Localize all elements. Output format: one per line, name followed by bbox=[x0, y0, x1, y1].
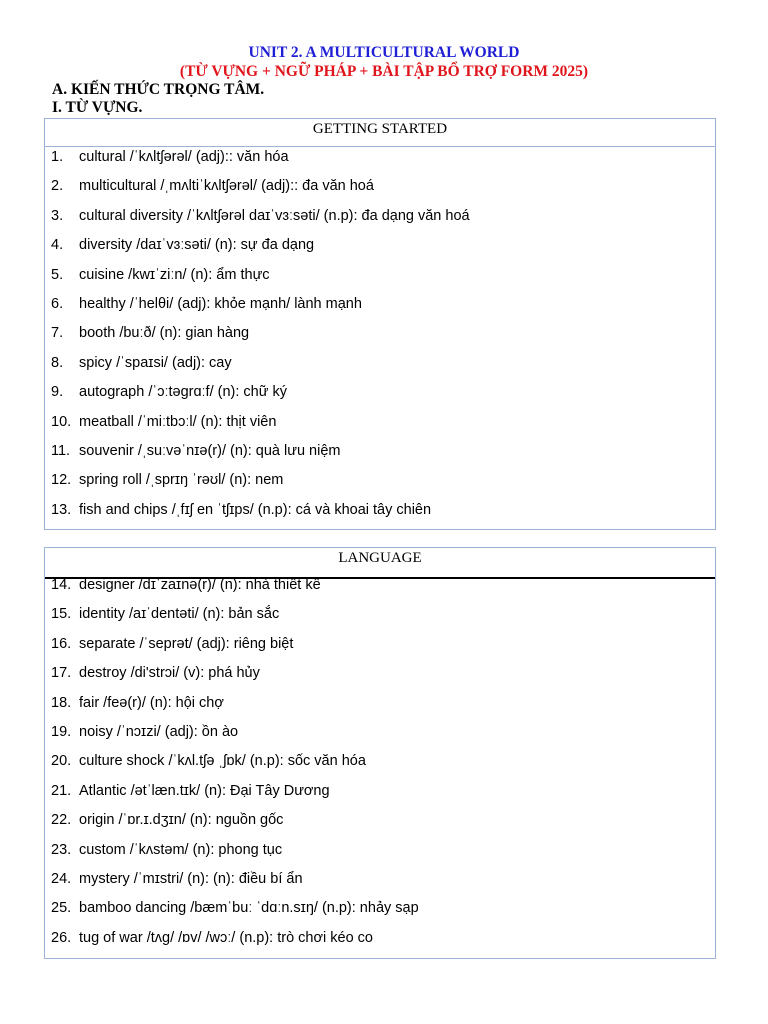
language-list bbox=[45, 576, 715, 958]
vocab-item-text: healthy /ˈhelθi/ (adj): khỏe mạnh/ lành mạnh bbox=[79, 295, 362, 312]
unit-subtitle: (TỪ VỰNG + NGỮ PHÁP + BÀI TẬP BỔ TRỢ FORM 2025) bbox=[179, 63, 589, 80]
vocab-item-number: 4. bbox=[51, 237, 64, 254]
vocab-item bbox=[45, 148, 715, 177]
vocab-item-number: 6. bbox=[51, 295, 64, 312]
vocab-item-number: 22. bbox=[51, 812, 72, 829]
vocab-item bbox=[45, 207, 715, 236]
getting-started-heading: GETTING STARTED bbox=[45, 119, 715, 147]
vocab-item-text: identity /aɪˈdentəti/ (n): bản sắc bbox=[79, 606, 280, 623]
vocab-item-number: 20. bbox=[51, 753, 72, 770]
vocab-item bbox=[45, 442, 715, 471]
vocab-item bbox=[45, 177, 715, 206]
vocab-item-text: meatball /ˈmiːtbɔːl/ (n): thịt viên bbox=[79, 413, 277, 430]
vocab-item bbox=[45, 501, 715, 530]
vocab-item-number: 10. bbox=[51, 413, 72, 430]
vocab-item-text: noisy /ˈnɔɪzi/ (adj): ồn ào bbox=[79, 723, 239, 740]
vocab-item bbox=[45, 383, 715, 412]
vocab-item bbox=[45, 664, 715, 693]
vocab-item-number: 1. bbox=[51, 149, 64, 165]
vocab-item-text: bamboo dancing /bæmˈbuː ˈdɑːn.sɪŋ/ (n.p): nhảy sạp bbox=[79, 900, 419, 917]
vocab-item-number: 8. bbox=[51, 354, 64, 371]
getting-started-list bbox=[45, 147, 715, 530]
vocab-item-number: 3. bbox=[51, 207, 64, 224]
vocab-item-number: 18. bbox=[51, 694, 72, 711]
vocab-item-text: origin /ˈɒr.ɪ.dʒɪn/ (n): nguồn gốc bbox=[79, 812, 284, 829]
vocab-item bbox=[45, 413, 715, 442]
vocab-item-number: 7. bbox=[51, 325, 64, 342]
vocab-item-text: cultural diversity /ˈkʌltʃərəl daɪˈvɜːsəti/ (n.p): đa dạng văn hoá bbox=[79, 207, 470, 224]
vocab-item bbox=[45, 752, 715, 781]
vocab-item-text: mystery /ˈmɪstri/ (n): (n): điều bí ẩn bbox=[79, 870, 303, 887]
vocab-item bbox=[45, 870, 715, 899]
vocab-item bbox=[45, 899, 715, 928]
vocab-item bbox=[45, 782, 715, 811]
vocab-item-text: autograph /ˈɔːtəɡrɑːf/ (n): chữ ký bbox=[79, 384, 287, 401]
vocab-item-text: custom /ˈkʌstəm/ (n): phong tục bbox=[79, 841, 283, 858]
vocab-item-number: 19. bbox=[51, 723, 72, 740]
vocab-item-text: souvenir /ˌsuːvəˈnɪə(r)/ (n): quà lưu niệm bbox=[79, 442, 341, 459]
vocab-item-text: Atlantic /ətˈlæn.tɪk/ (n): Đại Tây Dương bbox=[79, 782, 330, 799]
language-heading: LANGUAGE bbox=[45, 548, 715, 579]
vocab-item-number: 2. bbox=[51, 178, 64, 195]
vocab-item-text: fair /feə(r)/ (n): hội chợ bbox=[79, 694, 224, 711]
vocab-item bbox=[45, 295, 715, 324]
vocab-item-text: culture shock /ˈkʌl.tʃə ˌʃɒk/ (n.p): sốc văn hóa bbox=[79, 753, 366, 770]
vocab-item-number: 14. bbox=[51, 577, 72, 593]
vocab-item bbox=[45, 324, 715, 353]
vocab-item-number: 21. bbox=[51, 782, 72, 799]
vocab-item-number: 11. bbox=[51, 442, 71, 459]
vocab-item bbox=[45, 236, 715, 265]
vocab-item bbox=[45, 723, 715, 752]
vocab-item-number: 25. bbox=[51, 900, 72, 917]
vocab-item bbox=[45, 576, 715, 605]
vocab-item-text: tug of war /tʌɡ/ /ɒv/ /wɔː/ (n.p): trò chơi kéo co bbox=[79, 929, 373, 946]
vocab-item-text: diversity /daɪˈvɜːsəti/ (n): sự đa dạng bbox=[79, 237, 315, 254]
vocab-item-text: spicy /ˈspaɪsi/ (adj): cay bbox=[79, 354, 232, 371]
vocab-item-text: cuisine /kwɪˈziːn/ (n): ẩm thực bbox=[79, 266, 270, 283]
vocab-item bbox=[45, 266, 715, 295]
vocab-item-text: designer /dɪˈzaɪnə(r)/ (n): nhà thiết kế bbox=[79, 577, 321, 593]
vocab-item-number: 16. bbox=[51, 635, 72, 652]
vocab-item bbox=[45, 635, 715, 664]
vocab-item bbox=[45, 694, 715, 723]
language-table bbox=[44, 547, 716, 959]
getting-started-table bbox=[44, 118, 716, 530]
section-i-heading: I. TỪ VỰNG. bbox=[52, 99, 143, 116]
vocab-item bbox=[45, 929, 715, 958]
vocab-item-number: 13. bbox=[51, 501, 72, 518]
vocab-item-number: 15. bbox=[51, 606, 72, 623]
vocab-item-number: 26. bbox=[51, 929, 72, 946]
section-a-heading: A. KIẾN THỨC TRỌNG TÂM. bbox=[52, 81, 265, 98]
vocab-item-number: 12. bbox=[51, 472, 72, 489]
vocab-item-text: cultural /ˈkʌltʃərəl/ (adj):: văn hóa bbox=[79, 149, 289, 165]
vocab-item-text: spring roll /ˌsprɪŋ ˈrəʊl/ (n): nem bbox=[79, 472, 284, 489]
vocab-item-number: 24. bbox=[51, 870, 72, 887]
vocab-item-text: separate /ˈseprət/ (adj): riêng biệt bbox=[79, 635, 294, 652]
vocab-item bbox=[45, 841, 715, 870]
vocab-item-text: destroy /di'strɔi/ (v): phá hủy bbox=[79, 665, 260, 682]
vocab-item bbox=[45, 354, 715, 383]
vocab-item-text: fish and chips /ˌfɪʃ en ˈtʃɪps/ (n.p): cá và khoai tây chiên bbox=[79, 501, 432, 518]
unit-title: UNIT 2. A MULTICULTURAL WORLD bbox=[248, 44, 520, 61]
vocab-item-text: multicultural /ˌmʌltiˈkʌltʃərəl/ (adj):: đa văn hoá bbox=[79, 178, 374, 195]
vocab-item bbox=[45, 811, 715, 840]
vocab-item-number: 17. bbox=[51, 665, 72, 682]
vocab-item-text: booth /buːð/ (n): gian hàng bbox=[79, 325, 250, 342]
vocab-item-number: 23. bbox=[51, 841, 72, 858]
vocab-item bbox=[45, 605, 715, 634]
vocab-item bbox=[45, 471, 715, 500]
vocab-item-number: 5. bbox=[51, 266, 64, 283]
vocab-item-number: 9. bbox=[51, 384, 64, 401]
